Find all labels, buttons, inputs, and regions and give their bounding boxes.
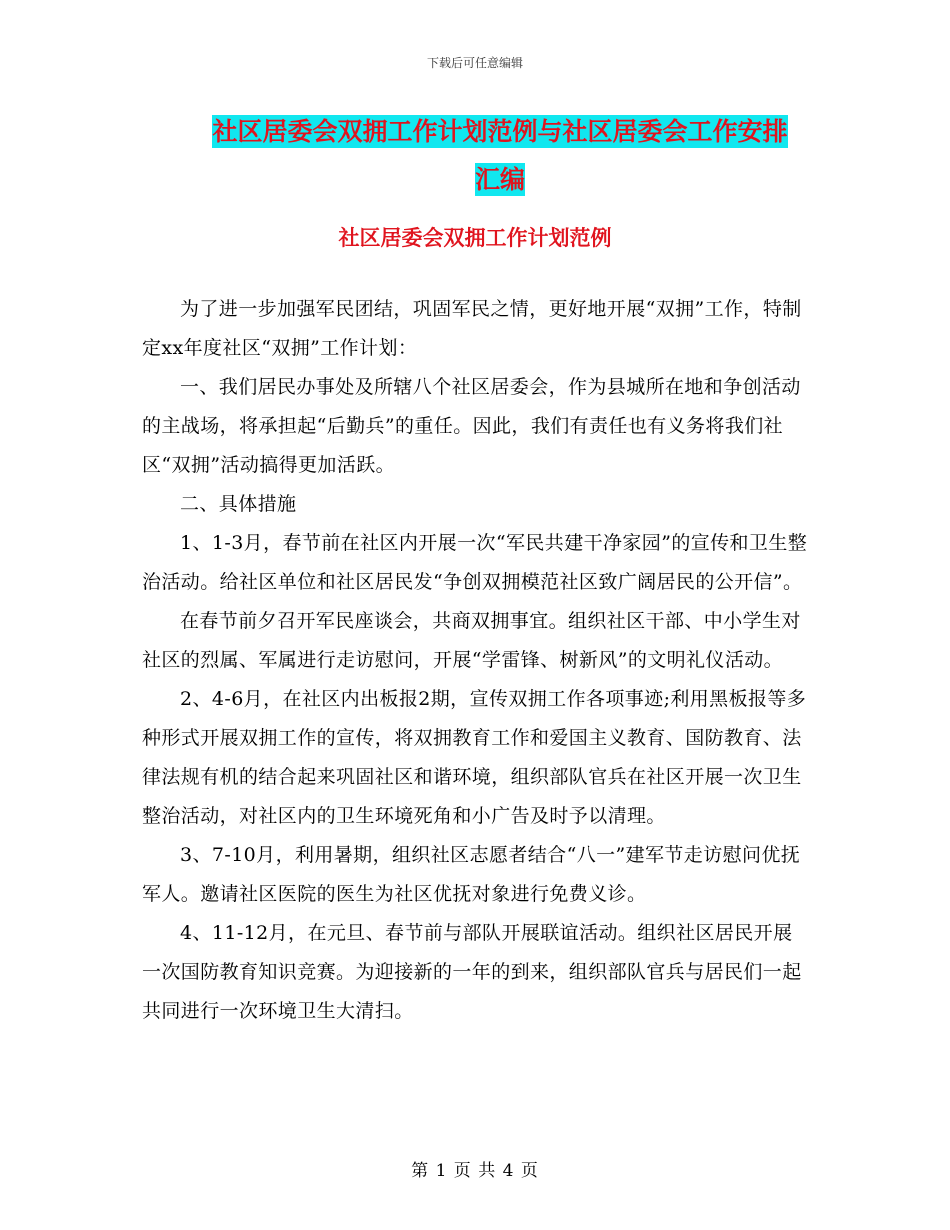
document-title	[180, 108, 820, 204]
paragraph: 为了进一步加强军民团结，巩固军民之情，更好地开展“双拥”工作，特制定xx年度社区“双拥”工作计划：	[142, 298, 802, 359]
paragraph: 一、我们居民办事处及所辖八个社区居委会，作为县城所在地和争创活动的主战场，将承担起“后勤兵”的重任。因此，我们有责任也有义务将我们社区“双拥”活动搞得更加活跃。	[142, 376, 801, 476]
body-text	[142, 290, 810, 1031]
paragraph: 在春节前夕召开军民座谈会，共商双拥事宜。组织社区干部、中小学生对社区的烈属、军属进行走访慰问，开展“学雷锋、树新风”的文明礼仪活动。	[142, 610, 801, 671]
paragraph: 1、1-3月，春节前在社区内开展一次“军民共建干净家园”的宣传和卫生整治活动。给社区单位和社区居民发“争创双拥模范社区致广阔居民的公开信”。	[142, 532, 808, 593]
paragraph: 3、7-10月，利用暑期，组织社区志愿者结合“八一”建军节走访慰问优抚军人。邀请社区医院的医生为社区优抚对象进行免费义诊。	[142, 844, 801, 905]
page-footer: 第 1 页 共 4 页	[411, 1161, 539, 1181]
page-header-note: 下载后可任意编辑	[426, 56, 523, 70]
paragraph: 二、具体措施	[180, 493, 297, 515]
paragraph: 4、11-12月，在元旦、春节前与部队开展联谊活动。组织社区居民开展一次国防教育知识竞赛。为迎接新的一年的到来，组织部队官兵与居民们一起共同进行一次环境卫生大清扫。	[142, 922, 802, 1022]
paragraph: 2、4-6月，在社区内出板报2期，宣传双拥工作各项事迹;利用黑板报等多种形式开展双拥工作的宣传，将双拥教育工作和爱国主义教育、国防教育、法律法规有机的结合起来巩固社区和谐环境，组织部队官兵在社区开展一次卫生整治活动，对社区内的卫生环境死角和小广告及时予以清理。	[142, 688, 807, 827]
section-title: 社区居委会双拥工作计划范例	[338, 226, 612, 250]
document-title-line1: 社区居委会双拥工作计划范例与社区居委会工作安排	[212, 117, 788, 146]
document-title-line2: 汇编	[474, 165, 525, 194]
